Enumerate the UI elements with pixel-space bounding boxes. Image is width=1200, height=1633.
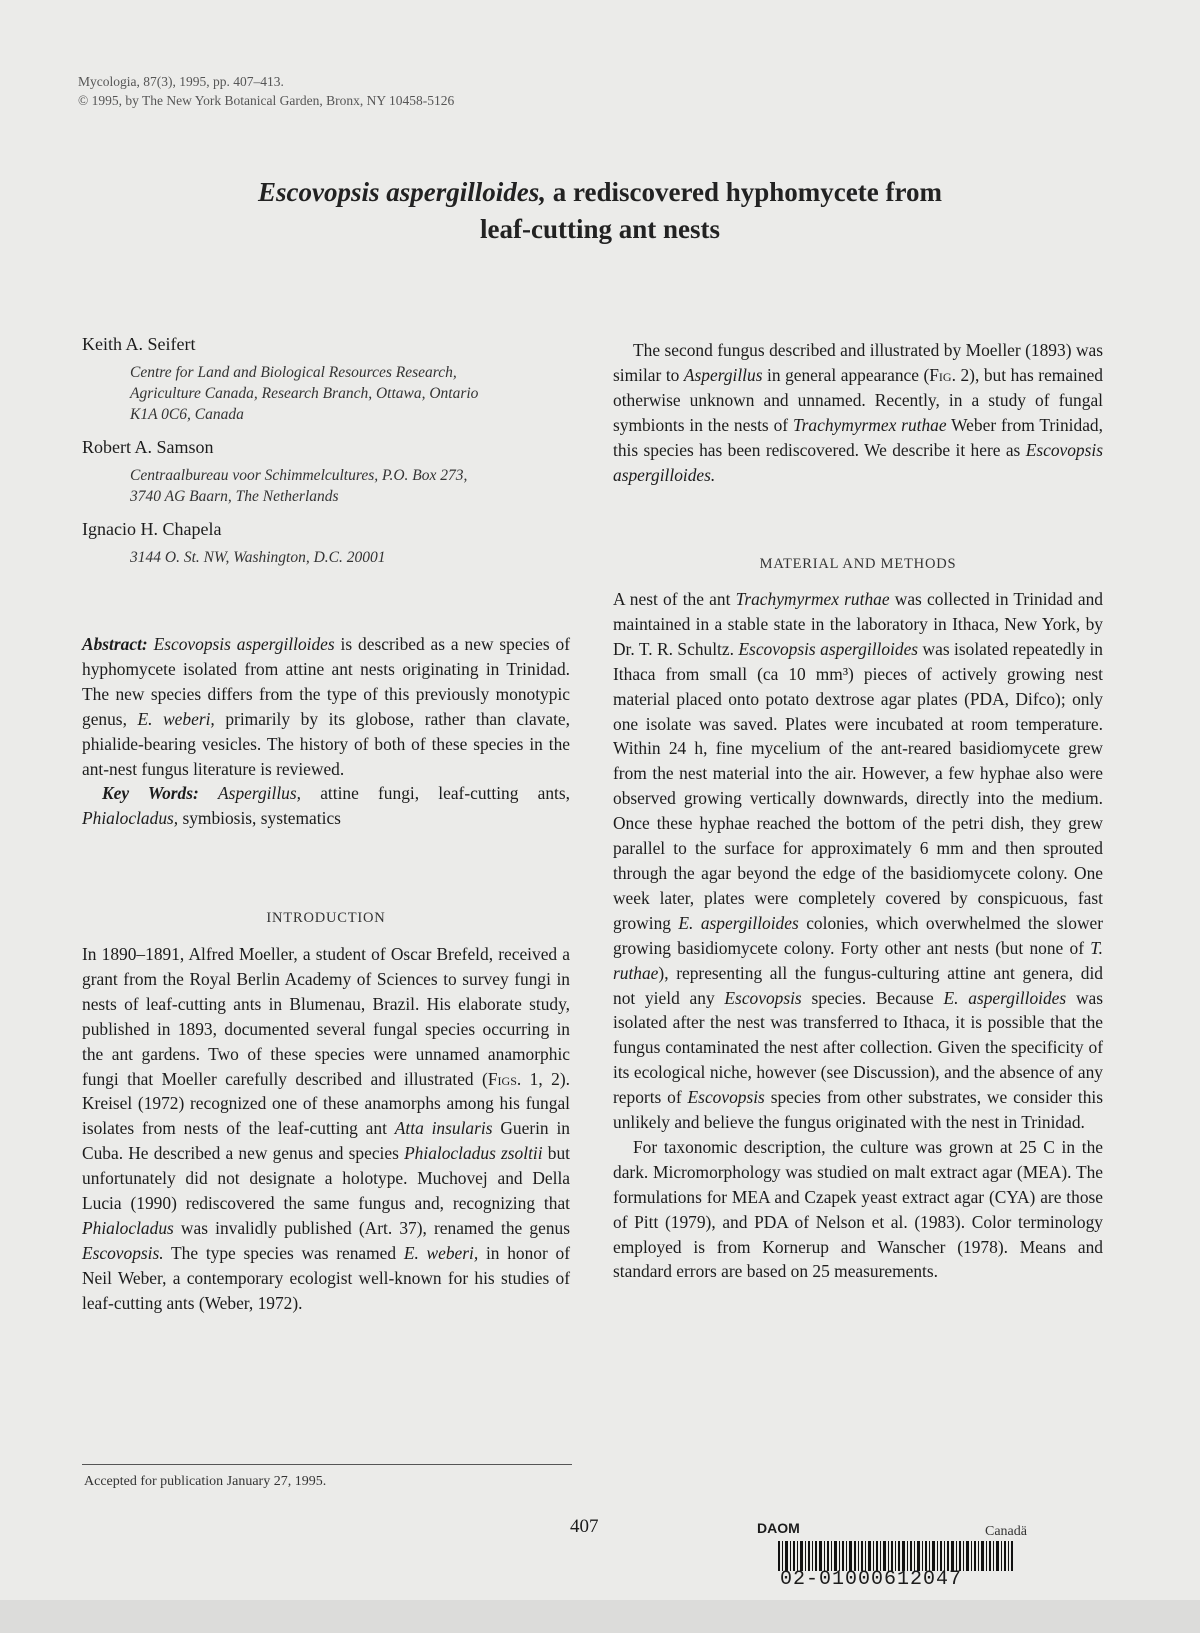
paper-title [150, 174, 1050, 248]
intro-continued [613, 338, 1103, 487]
body-text: Weber from Trinidad, this species has been rediscovered. We describe it here as [613, 414, 1103, 460]
body-text: The type species was renamed [163, 1242, 404, 1263]
species-name: Atta insularis [394, 1118, 493, 1139]
species-name: Escovopsis aspergilloides [738, 638, 919, 659]
journal-header [78, 72, 454, 110]
daom-label: DAOM [757, 1520, 800, 1536]
title-line2: leaf-cutting ant nests [480, 214, 720, 244]
footnote: Accepted for publication January 27, 1995. [84, 1474, 327, 1489]
key-words-label: Key Words: [102, 783, 199, 804]
key-word: Aspergillus, [218, 783, 301, 804]
species-name: Phialocladus zsoltii [404, 1143, 543, 1164]
body-text: was invalidly published (Art. 37), renamed the genus [173, 1217, 570, 1238]
title-species: Escovopsis aspergilloides, [258, 177, 547, 207]
page-number: 407 [570, 1516, 599, 1537]
figure-ref: Figs. [487, 1068, 522, 1089]
introduction-heading: INTRODUCTION [266, 910, 386, 926]
barcode-icon [778, 1541, 1013, 1571]
title-rest: a rediscovered hyphomycete from [546, 177, 942, 207]
species-name: Trachymyrmex ruthae [792, 414, 947, 435]
introduction-body [82, 942, 570, 1316]
species-name: E. weberi, [403, 1242, 479, 1263]
body-text: was collected in Trinidad and maintained in a stable state in the laboratory in Ithaca, New York, by Dr. T. R. Schultz. [613, 589, 1103, 659]
body-text: 2), but has remained otherwise unknown and unnamed. Recently, in a study of fungal symbionts in the nests of [613, 364, 1103, 435]
abstract-label: Abstract: [82, 634, 148, 654]
body-text: in general appearance ( [762, 364, 930, 385]
author-affiliation: 3144 O. St. NW, Washington, D.C. 20001 [130, 549, 386, 566]
author-affiliation: K1A 0C6, Canada [130, 406, 244, 423]
author-name: Keith A. Seifert [82, 334, 196, 354]
canada-wordmark: Canadä [985, 1524, 1027, 1539]
journal-citation: Mycologia, 87(3), 1995, pp. 407–413. [78, 74, 284, 89]
authors-block [82, 332, 570, 568]
abstract-text: is described as a new species of hyphomycete isolated from attine ant nests originating in Trinidad. The new species differs from the type of this previously monotypic genus, [82, 634, 570, 729]
abstract [82, 632, 570, 831]
abstract-species: E. weberi, [137, 708, 215, 729]
body-text: species from other substrates, we consider this unlikely and believe the fungus originated with the nest in Trinidad. [613, 1087, 1103, 1133]
species-name: E. aspergilloides [943, 987, 1067, 1008]
author-affiliation: Centraalbureau voor Schimmelcultures, P.O. Box 273, [130, 467, 468, 484]
body-text: was isolated repeatedly in Ithaca from small (ca 10 mm³) pieces of actively growing nest material placed onto potato dextrose agar plates (PDA, Difco); only one isolate was saved. Plates were incubated at room temperature. Within 24 h, fine mycelium of the ant-reared basidiomycete grew from the nest material into the air. However, a few hyphae also were observed growing vertically downwards, directly into the medium. Once these hyphae reached the bottom of the petri dish, they grew parallel to the surface for approximately 6 mm and then sprouted through the agar beyond the edge of the basidiomycete colony. One week later, plates were completely covered by conspicuous, fast growing [613, 638, 1104, 933]
body-text: Guerin in Cuba. He described a new genus and species [82, 1118, 571, 1164]
body-text: was isolated after the nest was transferred to Ithaca, it is possible that the fungus contaminated the nest after collection. Given the specificity of its ecological niche, however (see Discussion), and the absence of any reports of [613, 987, 1103, 1108]
body-text: species. Because [801, 987, 944, 1008]
key-word: symbiosis, systematics [178, 808, 341, 829]
author-affiliation: Centre for Land and Biological Resources Research, [130, 364, 457, 381]
figure-ref: Fig. [929, 364, 956, 385]
species-name: T. ruthae [613, 937, 1103, 983]
body-text: The second fungus described and illustrated by Moeller (1893) was similar to [613, 340, 1103, 385]
species-name: E. aspergilloides [678, 912, 799, 933]
body-text: 1, 2). Kreisel (1972) recognized one of these anamorphs among his fungal isolates from nests of the leaf-cutting ant [82, 1068, 570, 1139]
copyright-line: © 1995, by The New York Botanical Garden, Bronx, NY 10458-5126 [78, 93, 455, 108]
scan-bottom-band [0, 1600, 1200, 1633]
author-name: Robert A. Samson [82, 437, 214, 457]
species-name: Trachymyrmex ruthae [735, 589, 890, 609]
body-text: ), representing all the fungus-culturing attine ant genera, did not yield any [613, 962, 1103, 1008]
body-text: colonies, which overwhelmed the slower growing basidiomycete colony. Forty other ant nests (but none of [613, 912, 1104, 958]
key-words [82, 781, 570, 831]
methods-paragraph: For taxonomic description, the culture was grown at 25 C in the dark. Micromorphology was studied on malt extract agar (MEA). The formulations for MEA and Czapek yeast extract agar (CYA) are those of Pitt (1979), and PDA of Nelson et al. (1983). Color terminology employed is from Kornerup and Wanscher (1978). Means and standard errors are based on 25 measurements. [613, 1136, 1103, 1282]
author-affiliation: Agriculture Canada, Research Branch, Ottawa, Ontario [130, 385, 479, 402]
body-text: A nest of the ant [613, 589, 736, 609]
footnote-rule [82, 1464, 572, 1465]
methods-body [613, 587, 1103, 1284]
species-name: Escovopsis [724, 987, 802, 1008]
barcode-number: 02-01000612047 [780, 1568, 963, 1591]
species-name: Escovopsis [687, 1087, 765, 1108]
author-affiliation: 3740 AG Baarn, The Netherlands [130, 488, 339, 505]
abstract-text: primarily by its globose, rather than clavate, phialide-bearing vesicles. The history of both of these species in the ant-nest fungus literature is reviewed. [82, 708, 570, 779]
species-name: Aspergillus [683, 364, 763, 385]
species-name: Escovopsis. [82, 1242, 164, 1263]
species-name: Escovopsis aspergilloides. [613, 439, 1103, 485]
species-name: Phialocladus [82, 1217, 174, 1238]
author-name: Ignacio H. Chapela [82, 519, 222, 539]
body-text: in honor of Neil Weber, a contemporary ecologist well-known for his studies of leaf-cutting ants (Weber, 1972). [82, 1242, 570, 1313]
body-text: In 1890–1891, Alfred Moeller, a student of Oscar Brefeld, received a grant from the Royal Berlin Academy of Sciences to survey fungi in nests of leaf-cutting ants in Blumenau, Brazil. His elaborate study, published in 1893, documented several fungal species occurring in the ant gardens. Two of these species were unnamed anamorphic fungi that Moeller carefully described and illustrated ( [82, 944, 570, 1089]
key-word: Phialocladus, [82, 808, 179, 829]
abstract-species: Escovopsis aspergilloides [153, 634, 335, 654]
body-text: but unfortunately did not designate a holotype. Muchovej and Della Lucia (1990) rediscovered the same fungus and, recognizing that [82, 1143, 571, 1214]
key-word: attine fungi, leaf-cutting ants, [300, 783, 570, 804]
methods-heading: MATERIAL AND METHODS [759, 556, 957, 572]
